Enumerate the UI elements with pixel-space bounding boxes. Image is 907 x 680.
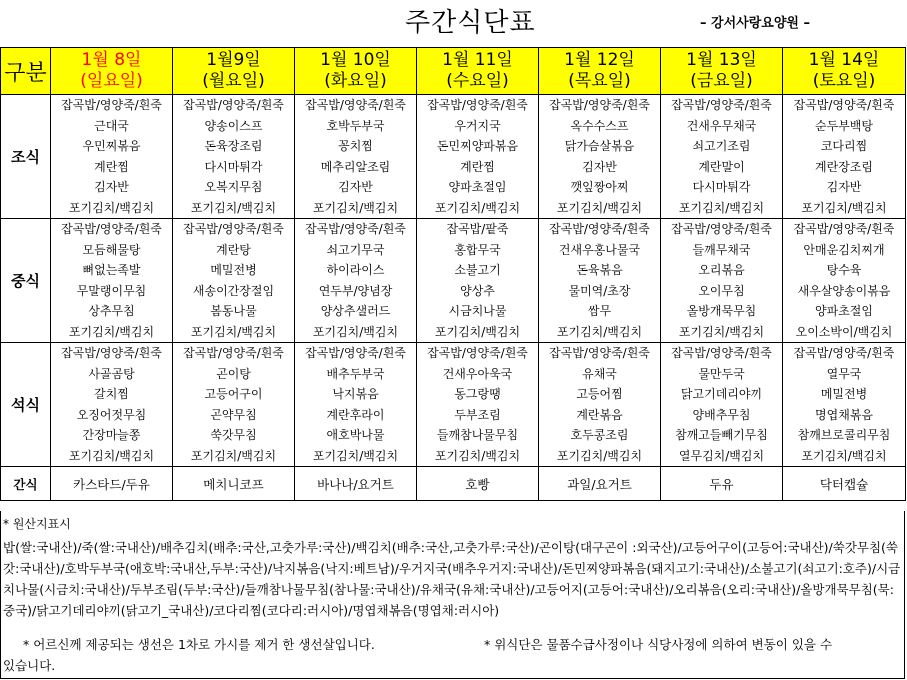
meal-cell [783,343,906,467]
day-header-1 [173,48,295,95]
menu-item: 유채국 [582,366,617,381]
menu-item: 호박두부국 [326,118,385,133]
menu-item: 쌈무 [587,304,612,318]
menu-item: 포기김치/백김치 [556,324,643,339]
day-date: 1월 11일 [442,50,513,70]
menu-item: 무말랭이무침 [76,283,147,298]
facility-name: – 강서사랑요양원 – [700,16,810,31]
menu-item: 들깨무채국 [692,242,751,257]
menu-item: 잡곡밥/영양죽/흰죽 [793,222,895,236]
meal-cell [661,219,783,343]
menu-item: 호두콩조림 [570,428,629,442]
menu-item: 들깨참나물무침 [436,428,519,442]
menu-item: 쇠고기무국 [326,242,385,257]
meal-cell [51,343,173,467]
menu-item: 포기김치/백김치 [801,448,887,463]
snack-cell: 바나나/요거트 [295,467,417,501]
day-date: 1월9일 [206,50,261,70]
day-weekday: (일요일) [80,71,143,91]
menu-item: 포기김치/백김치 [556,448,643,463]
menu-item: 포기김치/백김치 [801,200,887,215]
menu-item: 잡곡밥/영양죽/흰죽 [183,346,284,360]
menu-item: 옥수수스프 [570,118,629,133]
notes-section [0,511,905,679]
menu-item: 뼈없는족발 [82,263,141,277]
meal-cell [417,219,539,343]
meal-cell [661,343,783,467]
menu-item: 다시마튀각 [692,180,751,194]
menu-item: 상추무침 [88,304,135,318]
menu-item: 연두부/양념장 [318,283,393,298]
meal-cell [783,219,906,343]
menu-item: 갈치찜 [94,387,129,401]
menu-item: 잡곡밥/영양죽/흰죽 [549,346,650,360]
day-weekday: (토요일) [812,71,876,91]
menu-item: 꽁치찜 [338,139,373,153]
meal-label-breakfast: 조식 [1,95,51,219]
meal-cell [539,343,661,467]
menu-item: 계란후라이 [326,407,385,422]
meal-cell [295,343,417,467]
menu-item: 코다리찜 [820,139,868,153]
snack-cell: 메치니코프 [173,467,295,501]
menu-item: 포기김치/백김치 [312,448,399,463]
meal-cell [173,343,295,467]
menu-item: 탕수육 [826,263,862,277]
menu-item: 양송이스프 [204,118,263,133]
day-weekday: (금요일) [690,71,753,91]
meal-cell [295,219,417,343]
day-header-5 [661,48,783,95]
menu-item: 건새우홍나물국 [558,242,641,257]
menu-item: 잡곡밥/영양죽/흰죽 [671,346,772,360]
menu-item: 잡곡밥/영양죽/흰죽 [305,346,406,360]
menu-item: 양파초절임 [815,304,873,318]
origin-text: 밥(쌀:국내산)/죽(쌀:국내산)/배추김치(배추:국산,고춧가루:국산)/백김치(배추:국산,고춧가루:국산)/곤이탕(대구곤이 :외국산)/고등어구이(고등어:국내산)/쑥갓무침(쑥갓:국내산)/호박두부국(애호박:국내산,두부:국산)/낙지볶음(낙지:베트남)/우거지국(배추우거지:국내산)/돈민찌양파볶음(돼지고기:국내산)/소불고기(쇠고기:호주)/시금치나물(시금치:국내산)/두부조림(두부:국산)/들깨참나물무침(참나물:국내산)/유채국(유채:국내산)/고등어지(고등어:국내산)/오리볶음(오리:국내산)/올방개묵무침(묵:중국)/닭고기데리야끼(닭고기_국내산)/코다리찜(코다리:러시아)/명엽채볶음(명엽채:러시아) [3,540,901,618]
menu-item: 애호박나물 [326,428,385,442]
menu-item: 쑥갓무침 [210,428,257,442]
menu-item: 양파초절임 [448,180,507,194]
menu-item: 두부조림 [454,407,501,422]
day-date: 1월 14일 [808,50,880,70]
meal-row-lunch [1,219,906,343]
day-header-2 [295,48,417,95]
day-weekday: (수요일) [446,71,509,91]
header-gubun: 구분 [1,48,51,95]
meal-cell [295,95,417,219]
menu-item: 포기김치/백김치 [68,200,155,215]
menu-item: 잡곡밥/영양죽/흰죽 [427,346,528,360]
menu-item: 열무김치/백김치 [678,448,765,463]
menu-item: 계란탕 [216,242,251,257]
menu-item: 잡곡밥/영양죽/흰죽 [305,98,406,112]
menu-item: 포기김치/백김치 [190,324,277,339]
menu-item: 동그랑땡 [454,387,501,401]
menu-item: 오복지무침 [204,180,263,194]
note-fish: * 어르신께 제공되는 생선은 1차로 가시를 제거 한 생선살입니다. [23,637,375,652]
menu-item: 포기김치/백김치 [68,324,155,339]
snack-cell: 과일/요거트 [539,467,661,501]
menu-item: 명엽채볶음 [815,407,873,422]
meal-cell [539,95,661,219]
menu-item: 잡곡밥/영양죽/흰죽 [183,98,284,112]
day-header-0 [51,48,173,95]
menu-item: 곤이탕 [216,366,251,381]
menu-item: 낙지볶음 [332,387,379,401]
meal-cell [539,219,661,343]
menu-item: 건새우아욱국 [442,366,513,381]
menu-item: 포기김치/백김치 [556,200,643,215]
menu-item: 양상추샐러드 [320,304,391,318]
menu-item: 참깨고들빼기무침 [675,428,768,442]
menu-item: 안매운김치찌개 [803,242,885,257]
menu-item: 깻잎짱아찌 [570,180,629,194]
menu-item: 포기김치/백김치 [312,324,399,339]
meal-cell [51,95,173,219]
menu-item: 모듬해물탕 [82,242,141,257]
menu-item: 잡곡밥/영양죽/흰죽 [61,222,162,236]
meal-cell [51,219,173,343]
snack-row [1,467,906,501]
meal-label-dinner: 석식 [1,343,51,467]
menu-item: 계란장조림 [815,159,873,174]
menu-item: 돈육볶음 [576,263,623,277]
menu-item: 잡곡밥/영양죽/흰죽 [305,222,406,236]
menu-item: 계란찜 [460,159,495,174]
meal-cell [417,343,539,467]
menu-item: 포기김치/백김치 [434,200,521,215]
menu-item: 잡곡밥/영양죽/흰죽 [793,346,895,360]
note-change: * 위식단은 물품수급사정이나 식당사정에 의하여 변동이 있을 수 [484,637,833,652]
meal-cell [783,95,906,219]
meal-cell [173,95,295,219]
day-weekday: (목요일) [568,71,631,91]
menu-item: 소불고기 [454,263,501,277]
menu-item: 잡곡밥/영양죽/흰죽 [183,222,284,236]
menu-item: 메밀전병 [210,263,257,277]
menu-item: 오징어젓무침 [76,407,147,422]
meal-row-dinner [1,343,906,467]
menu-item: 닭고기데리야끼 [680,387,763,401]
menu-item: 봄동나물 [210,304,257,318]
menu-item: 고등어찜 [576,387,623,401]
menu-item: 잡곡밥/영양죽/흰죽 [61,98,162,112]
day-weekday: (화요일) [324,71,387,91]
menu-item: 시금치나물 [448,304,507,318]
meal-body [1,95,906,467]
menu-item: 포기김치/백김치 [190,200,277,215]
menu-item: 양배추무침 [692,407,751,422]
menu-item: 김자반 [582,159,617,174]
menu-item: 계란말이 [698,159,745,174]
snack-cell: 닥터캡슐 [783,467,906,501]
menu-item: 메추리알조림 [320,159,391,174]
menu-item: 김자반 [826,180,862,194]
weekly-menu-table [0,47,906,501]
menu-item: 잡곡밥/영양죽/흰죽 [549,222,650,236]
page-title: 주간식단표 [405,8,536,38]
menu-item: 고등어구이 [204,387,263,401]
day-header-3 [417,48,539,95]
menu-item: 김자반 [338,180,373,194]
menu-item: 참깨브로콜리무침 [797,428,891,442]
menu-item: 사골곰탕 [88,366,135,381]
header-row [1,48,906,95]
menu-item: 오리볶음 [698,263,745,277]
menu-item: 우거지국 [454,118,501,133]
day-date: 1월 8일 [81,50,142,70]
menu-item: 잡곡밥/영양죽/흰죽 [61,346,162,360]
title-bar [0,0,907,38]
menu-item: 우민찌볶음 [82,139,141,153]
menu-item: 새송이간장절임 [192,283,275,298]
meal-label-snack: 간식 [1,467,51,501]
menu-item: 닭가슴살볶음 [564,139,635,153]
meal-label-lunch: 중식 [1,219,51,343]
meal-row-breakfast [1,95,906,219]
menu-item: 새우살양송이볶음 [797,283,891,298]
menu-item: 배추두부국 [326,366,385,381]
menu-item: 오이무침 [698,283,745,298]
menu-item: 물미역/초장 [568,283,631,298]
snack-cell: 카스타드/두유 [51,467,173,501]
menu-item: 계란볶음 [576,407,623,422]
menu-item: 잡곡밥/영양죽/흰죽 [671,222,772,236]
meal-cell [417,95,539,219]
snack-cell: 호빵 [417,467,539,501]
menu-item: 포기김치/백김치 [678,200,765,215]
day-date: 1월 13일 [686,50,757,70]
menu-item: 돈민찌양파볶음 [436,139,519,153]
menu-item: 간장마늘쫑 [82,428,141,442]
origin-title: * 원산지표시 [3,517,71,531]
menu-item: 근대국 [94,118,129,133]
note-change-continued: 있습니다. [3,658,56,673]
menu-item: 김자반 [94,180,129,194]
menu-item: 메밀전병 [820,387,868,401]
day-date: 1월 10일 [320,50,391,70]
menu-item: 잡곡밥/영양죽/흰죽 [549,98,650,112]
menu-item: 포기김치/백김치 [68,448,155,463]
menu-item: 순두부백탕 [815,118,873,133]
day-weekday: (월요일) [202,71,265,91]
menu-item: 곤약무침 [210,407,257,422]
meal-cell [173,219,295,343]
meal-cell [661,95,783,219]
menu-item: 잡곡밥/영양죽/흰죽 [427,98,528,112]
menu-item: 하이라이스 [326,263,385,277]
menu-item: 열무국 [826,366,862,381]
menu-item: 포기김치/백김치 [190,448,277,463]
day-date: 1월 12일 [564,50,635,70]
snack-cell: 두유 [661,467,783,501]
menu-item: 계란찜 [94,159,129,174]
menu-item: 포기김치/백김치 [678,324,765,339]
menu-item: 오이소박이/백김치 [795,324,893,339]
menu-item: 양상추 [460,283,495,298]
menu-item: 돈육장조림 [204,139,263,153]
menu-item: 쇠고기조림 [692,139,751,153]
menu-item: 건새우무채국 [686,118,757,133]
menu-item: 물만두국 [698,366,745,381]
menu-item: 포기김치/백김치 [434,324,521,339]
menu-item: 잡곡밥/영양죽/흰죽 [793,98,895,112]
menu-item: 홍합무국 [454,242,501,257]
day-header-4 [539,48,661,95]
day-header-6 [783,48,906,95]
menu-item: 포기김치/백김치 [312,200,399,215]
menu-item: 포기김치/백김치 [434,448,521,463]
menu-item: 다시마튀각 [204,159,263,174]
menu-item: 잡곡밥/영양죽/흰죽 [671,98,772,112]
menu-item: 올방개묵무침 [686,304,757,318]
menu-item: 잡곡밥/팥죽 [446,222,509,236]
